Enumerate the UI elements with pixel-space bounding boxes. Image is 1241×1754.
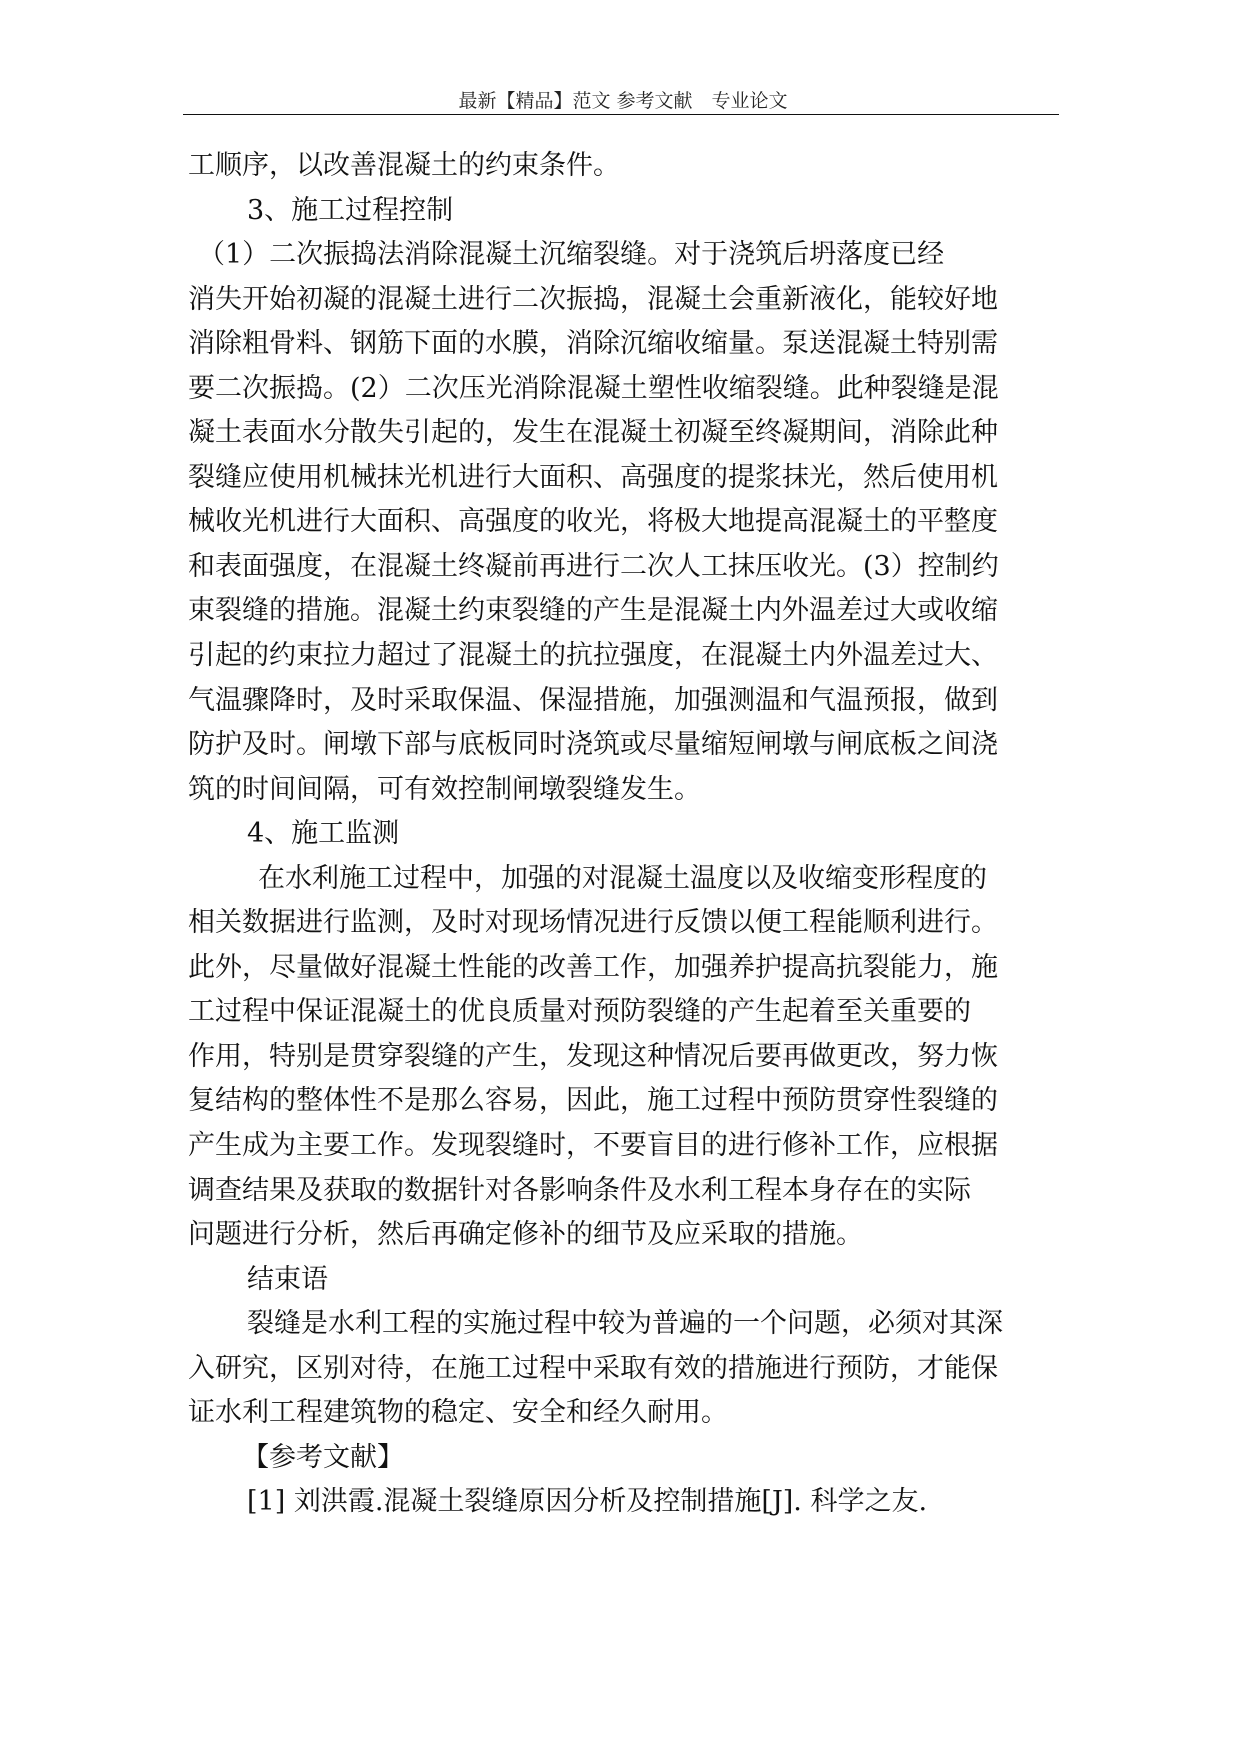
body-text (188, 144, 1068, 1525)
header-rule (183, 114, 1059, 115)
section-heading: 4、施工监测 (247, 818, 400, 850)
text-line: 要二次振捣。(2）二次压光消除混凝土塑性收缩裂缝。此种裂缝是混 (188, 372, 999, 404)
text-line: 消失开始初凝的混凝土进行二次振捣，混凝土会重新液化，能较好地 (188, 283, 998, 315)
text-line: 相关数据进行监测，及时对现场情况进行反馈以便工程能顺利进行。 (188, 907, 998, 939)
text-line: 在水利施工过程中，加强的对混凝土温度以及收缩变形程度的 (258, 862, 987, 894)
text-line: 械收光机进行大面积、高强度的收光，将极大地提高混凝土的平整度 (188, 506, 998, 538)
text-line: 引起的约束拉力超过了混凝土的抗拉强度，在混凝土内外温差过大、 (188, 640, 998, 672)
text-line: 调查结果及获取的数据针对各影响条件及水利工程本身存在的实际 (188, 1174, 971, 1206)
text-line: 问题进行分析，然后再确定修补的细节及应采取的措施。 (188, 1219, 863, 1251)
text-line: 工顺序，以改善混凝土的约束条件。 (188, 150, 620, 181)
text-line: 气温骤降时，及时采取保温、保湿措施，加强测温和气温预报，做到 (188, 684, 998, 716)
section-heading: 3、施工过程控制 (247, 194, 454, 226)
section-heading: 结束语 (247, 1263, 328, 1295)
text-line: 证水利工程建筑物的稳定、安全和经久耐用。 (188, 1397, 728, 1429)
text-line: 筑的时间间隔，可有效控制闸墩裂缝发生。 (188, 773, 701, 805)
text-line: 裂缝应使用机械抹光机进行大面积、高强度的提浆抹光，然后使用机 (188, 461, 998, 493)
reference-item: [1] 刘洪霞.混凝土裂缝原因分析及控制措施[J]. 科学之友. (247, 1486, 928, 1518)
text-line: 入研究，区别对待，在施工过程中采取有效的措施进行预防，才能保 (188, 1352, 998, 1384)
text-line: 产生成为主要工作。发现裂缝时，不要盲目的进行修补工作，应根据 (188, 1130, 998, 1162)
text-line: （1）二次振捣法消除混凝土沉缩裂缝。对于浇筑后坍落度已经 (198, 239, 945, 271)
references-heading: 【参考文献】 (242, 1441, 404, 1473)
text-line: 和表面强度，在混凝土终凝前再进行二次人工抹压收光。(3）控制约 (188, 550, 999, 582)
text-line: 消除粗骨料、钢筋下面的水膜，消除沉缩收缩量。泵送混凝土特别需 (188, 328, 998, 360)
page-header: 最新【精品】范文 参考文献 专业论文 (458, 90, 788, 112)
text-line: 作用，特别是贯穿裂缝的产生，发现这种情况后要再做更改，努力恢 (188, 1040, 998, 1072)
text-line: 复结构的整体性不是那么容易，因此，施工过程中预防贯穿性裂缝的 (188, 1085, 998, 1117)
text-line: 裂缝是水利工程的实施过程中较为普遍的一个问题，必须对其深 (247, 1308, 1003, 1340)
text-line: 此外，尽量做好混凝土性能的改善工作，加强养护提高抗裂能力，施 (188, 951, 998, 983)
text-line: 束裂缝的措施。混凝土约束裂缝的产生是混凝土内外温差过大或收缩 (188, 595, 998, 627)
text-line: 凝土表面水分散失引起的，发生在混凝土初凝至终凝期间，消除此种 (188, 417, 998, 449)
text-line: 工过程中保证混凝土的优良质量对预防裂缝的产生起着至关重要的 (188, 996, 971, 1028)
text-line: 防护及时。闸墩下部与底板同时浇筑或尽量缩短闸墩与闸底板之间浇 (188, 729, 998, 761)
